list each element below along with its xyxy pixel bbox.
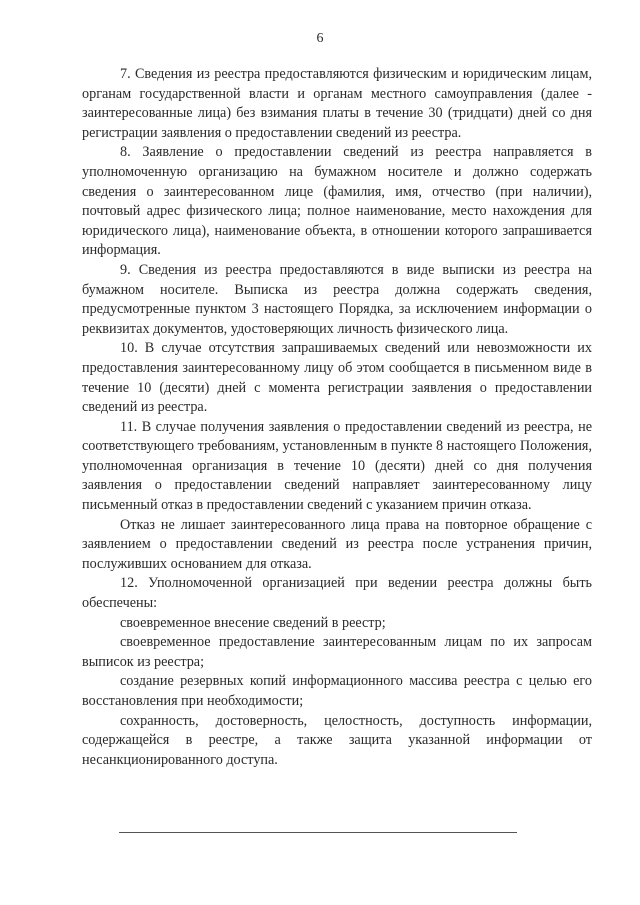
list-item-timely-entry: своевременное внесение сведений в реестр; xyxy=(120,614,386,631)
page-number: 6 xyxy=(316,31,324,46)
document-body xyxy=(82,65,592,770)
paragraph-8: 8. Заявление о предоставлении сведений из реестра направляется в уполномоченную организацию на бумажном носителе и должно содержать сведения о заинтересованном лице (фамилия, имя, отчество (при наличии), почтовый адрес физического лица; полное наименование, место нахождения для юридического лица), наименование объекта, в отношении которого запрашивается информация. xyxy=(82,144,592,259)
list-item-timely-provision: своевременное предоставление заинтересованным лицам по их запросам выписок из реестра; xyxy=(82,634,592,670)
paragraph-11-refusal-note: Отказ не лишает заинтересованного лица права на повторное обращение с заявлением о предоставлении сведений из реестра после устранения причин, послуживших основанием для отказа. xyxy=(82,516,592,572)
end-of-text-divider xyxy=(119,832,517,833)
paragraph-7: 7. Сведения из реестра предоставляются физическим и юридическим лицам, органам государственной власти и органам местного самоуправления (далее - заинтересованные лица) без взимания платы в течение 30 (тридцати) дней со дня регистрации заявления о предоставлении сведений из реестра. xyxy=(82,66,592,141)
paragraph-10: 10. В случае отсутствия запрашиваемых сведений или невозможности их предоставления заинтересованному лицу об этом сообщается в письменном виде в течение 10 (десяти) дней с момента регистрации заявления о предоставлении сведений из реестра. xyxy=(82,340,592,416)
list-item-data-protection: сохранность, достоверность, целостность, доступность информации, содержащейся в реестре, а также защита указанной информации от несанкционированного доступа. xyxy=(82,712,592,768)
list-item-backup-copies: создание резервных копий информационного массива реестра с целью его восстановления при необходимости; xyxy=(82,673,592,709)
paragraph-12: 12. Уполномоченной организацией при ведении реестра должны быть обеспечены: xyxy=(82,575,592,612)
paragraph-11: 11. В случае получения заявления о предоставлении сведений из реестра, не соответствующего требованиям, установленным в пункте 8 настоящего Положения, уполномоченная организация в течение 10 (десяти) дней со дня получения заявления о предоставлении сведений направляет заинтересованному лицу письменный отказ в предоставлении сведений с указанием причин отказа. xyxy=(82,418,592,514)
paragraph-9: 9. Сведения из реестра предоставляются в виде выписки из реестра на бумажном носителе. Выписка из реестра должна содержать сведения, предусмотренные пунктом 3 настоящего Порядка, за исключением информации о реквизитах документов, удостоверяющих личность физического лица. xyxy=(82,261,592,337)
